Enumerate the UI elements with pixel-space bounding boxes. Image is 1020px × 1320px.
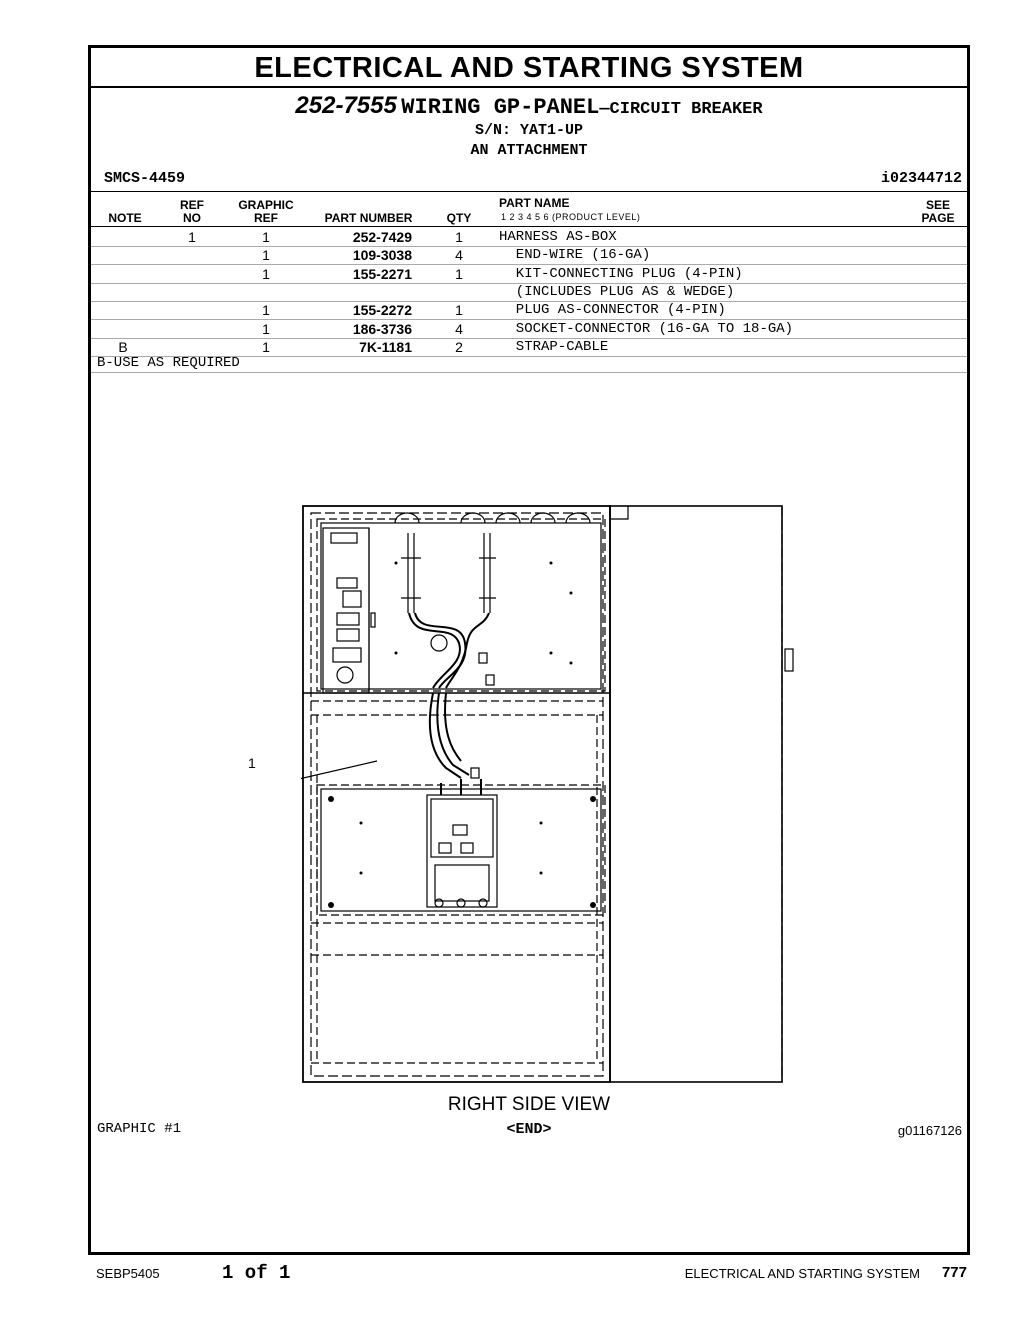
view-label: RIGHT SIDE VIEW (447, 1094, 611, 1115)
document-id: i02344712 (880, 170, 962, 187)
callout-1: 1 (248, 755, 256, 771)
row-qty: 1 (455, 229, 463, 245)
divider (91, 191, 967, 192)
row-part-name: KIT-CONNECTING PLUG (4-PIN) (499, 265, 743, 282)
divider (91, 372, 967, 373)
row-qty: 1 (455, 265, 463, 282)
row-qty: 2 (455, 338, 463, 355)
row-part-number: 155-2271 (352, 265, 412, 282)
end-marker: <END> (506, 1121, 552, 1138)
row-part-name: PLUG AS-CONNECTOR (4-PIN) (499, 302, 726, 319)
row-part-number: 7K-1181 (359, 338, 412, 355)
row-ref-no: 1 (188, 229, 196, 245)
row-graphic-ref: 1 (262, 302, 270, 319)
row-graphic-ref: 1 (262, 247, 270, 264)
row-graphic-ref: 1 (262, 229, 270, 245)
row-part-name: STRAP-CABLE (499, 338, 609, 355)
row-part-name: END-WIRE (16-GA) (499, 247, 651, 264)
footer-page-number: 777 (941, 1264, 967, 1281)
row-graphic-ref: 1 (262, 320, 270, 337)
col-graphic-ref-line1: GRAPHIC (238, 198, 294, 212)
attachment-label: AN ATTACHMENT (470, 142, 588, 159)
note-b: B-USE AS REQUIRED (97, 355, 240, 371)
footer-section: ELECTRICAL AND STARTING SYSTEM (684, 1266, 920, 1281)
table-row (91, 246, 967, 264)
row-part-name: (INCLUDES PLUG AS & WEDGE) (499, 283, 735, 300)
col-part-name: PART NAME (499, 196, 570, 210)
col-see-page (913, 199, 963, 225)
table-row (91, 338, 967, 356)
table-row (91, 228, 967, 246)
col-ref-no-line2: NO (183, 211, 201, 225)
footer-page-of: 1 of 1 (222, 1262, 291, 1284)
col-qty: QTY (446, 211, 472, 225)
row-graphic-ref: 1 (262, 338, 270, 355)
row-qty: 4 (455, 247, 463, 264)
row-graphic-ref: 1 (262, 265, 270, 282)
row-part-number: 186-3736 (352, 320, 412, 337)
section-title: ELECTRICAL AND STARTING SYSTEM (91, 48, 967, 88)
row-part-number: 109-3038 (352, 247, 412, 264)
table-row (91, 320, 967, 338)
row-note: B (118, 338, 128, 355)
col-see-page-line2: PAGE (921, 211, 955, 225)
col-ref-no-line1: REF (180, 198, 204, 212)
row-qty: 4 (455, 320, 463, 337)
smcs-code: SMCS-4459 (104, 170, 186, 187)
row-part-number: 155-2272 (352, 302, 412, 319)
graphic-label: GRAPHIC #1 (97, 1121, 182, 1137)
col-graphic-ref (231, 199, 301, 225)
row-part-name: HARNESS AS-BOX (499, 229, 617, 245)
group-part-number: 252-7555 (295, 92, 397, 119)
table-row (91, 265, 967, 283)
col-graphic-ref-line2: REF (254, 211, 278, 225)
row-qty: 1 (455, 302, 463, 319)
serial-number: S/N: YAT1-UP (474, 122, 584, 139)
col-part-number: PART NUMBER (324, 211, 413, 225)
group-title (91, 92, 967, 120)
divider (91, 226, 967, 227)
col-note: NOTE (108, 211, 142, 225)
page-frame (88, 45, 970, 1255)
right-side-view-illustration (301, 503, 861, 1088)
group-name: WIRING GP-PANEL (401, 95, 600, 120)
graphic-id: g01167126 (897, 1123, 962, 1138)
footer-doc-code: SEBP5405 (96, 1266, 160, 1281)
table-row (91, 283, 967, 301)
row-part-number: 252-7429 (352, 229, 412, 245)
table-row (91, 301, 967, 319)
group-name-sub: —CIRCUIT BREAKER (599, 100, 763, 119)
row-part-name: SOCKET-CONNECTOR (16-GA TO 18-GA) (499, 320, 794, 337)
col-ref-no (177, 199, 207, 225)
col-see-page-line1: SEE (925, 198, 950, 212)
product-level-scale: 1 2 3 4 5 6 (PRODUCT LEVEL) (501, 212, 641, 222)
